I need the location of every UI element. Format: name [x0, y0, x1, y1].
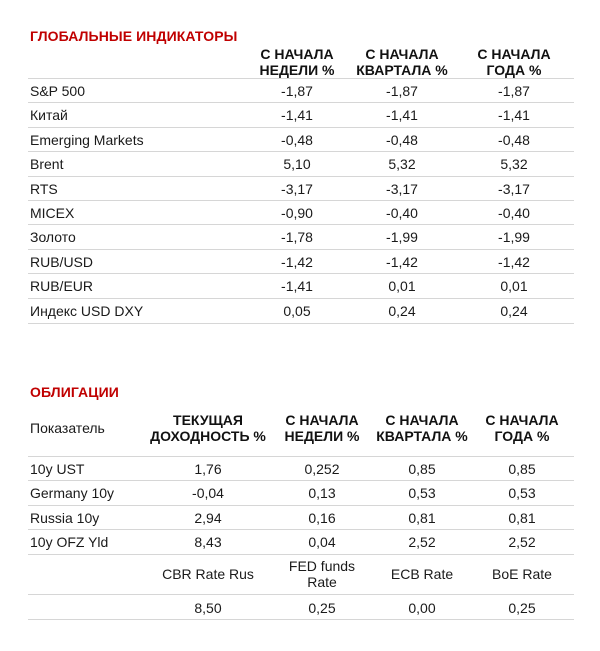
table-row [28, 273, 574, 298]
row-label: Germany 10y [30, 485, 115, 502]
row-value: -1,41 [281, 107, 313, 124]
column-header [347, 46, 457, 78]
rates-row [28, 594, 574, 620]
row-value: 0,01 [500, 278, 528, 295]
row-label: 10y UST [30, 461, 85, 477]
column-header-line: КВАРТАЛА % [376, 428, 468, 444]
row-value: -1,42 [498, 253, 530, 270]
column-header-line: С НАЧАЛА [365, 46, 439, 62]
column-header-line: С НАЧАЛА [285, 412, 359, 428]
row-value: -0,48 [386, 131, 418, 148]
row-label: RUB/EUR [30, 278, 94, 295]
rate-label-line: BoE Rate [492, 566, 552, 582]
row-label: Индекс USD DXY [30, 302, 144, 319]
row-label: Золото [30, 229, 76, 246]
table-row [28, 78, 574, 103]
row-label: Brent [30, 156, 64, 173]
column-header-line: ТЕКУЩАЯ [173, 412, 243, 428]
row-value: -1,41 [498, 107, 530, 124]
column-header [460, 412, 584, 444]
table-row [28, 200, 574, 225]
row-value: 0,01 [388, 278, 416, 295]
row-value: 0,16 [308, 509, 336, 526]
row-value: -0,48 [498, 131, 530, 148]
row-value: -1,87 [498, 83, 530, 99]
table-row [28, 456, 574, 481]
row-label: RTS [30, 180, 58, 197]
row-label: Russia 10y [30, 509, 100, 526]
bonds-first-column-header: Показатель [30, 420, 105, 436]
row-value: -1,78 [281, 229, 313, 246]
column-header [459, 46, 569, 78]
row-value: -0,48 [281, 131, 313, 148]
row-value: 0,13 [308, 485, 336, 502]
table-row [28, 151, 574, 176]
row-value: -1,41 [281, 278, 313, 295]
row-value: 5,32 [500, 156, 528, 173]
row-label: MICEX [30, 205, 75, 221]
row-value: -3,17 [281, 180, 313, 197]
row-label: RUB/USD [30, 253, 94, 270]
column-header-line: НЕДЕЛИ % [284, 428, 360, 444]
column-header-line: ДОХОДНОСТЬ % [150, 428, 266, 444]
row-value: -3,17 [386, 180, 418, 197]
rate-label-line: CBR Rate Rus [162, 566, 254, 582]
rate-label [460, 566, 584, 582]
rate-value: 0,25 [508, 600, 536, 616]
table-row [28, 480, 574, 505]
rate-label [146, 566, 270, 582]
column-header-line: ГОДА % [494, 428, 550, 444]
table-row [28, 127, 574, 152]
rate-value: 0,25 [308, 600, 336, 616]
row-value: 0,81 [408, 509, 436, 526]
table-row [28, 249, 574, 274]
column-header-line: КВАРТАЛА % [356, 62, 448, 78]
row-value: 0,04 [308, 534, 336, 551]
row-value: 0,24 [388, 302, 416, 319]
row-value: 0,24 [500, 302, 528, 319]
column-header-line: ГОДА % [486, 62, 542, 78]
row-value: 5,10 [283, 156, 311, 173]
table-row [28, 102, 574, 127]
row-value: -1,42 [386, 253, 418, 270]
row-value: 2,52 [408, 534, 436, 551]
column-header [146, 412, 270, 444]
row-value: 5,32 [388, 156, 416, 173]
row-label: Китай [30, 107, 68, 124]
row-value: -0,40 [498, 205, 530, 221]
row-value: -1,99 [386, 229, 418, 246]
row-value: 0,53 [508, 485, 536, 502]
column-header-line: С НАЧАЛА [477, 46, 551, 62]
row-label: 10y OFZ Yld [30, 534, 109, 551]
rate-label-line: ECB Rate [390, 566, 454, 582]
row-value: -0,90 [281, 205, 313, 221]
column-header [242, 46, 352, 78]
rate-label-line: Rate [307, 574, 337, 590]
row-value: 0,81 [508, 509, 536, 526]
column-header-line: С НАЧАЛА [485, 412, 559, 428]
table-row [28, 529, 574, 555]
row-value: -0,40 [386, 205, 418, 221]
bonds-title: ОБЛИГАЦИИ [30, 384, 119, 400]
row-value: -1,42 [281, 253, 313, 270]
row-value: -1,99 [498, 229, 530, 246]
column-header-line: НЕДЕЛИ % [259, 62, 335, 78]
row-value: 2,52 [508, 534, 536, 551]
row-value: 8,43 [194, 534, 222, 551]
rate-value: 0,00 [408, 600, 436, 616]
row-value: 1,76 [194, 461, 222, 477]
rate-label-line: FED funds [288, 558, 356, 574]
row-value: -0,04 [192, 485, 224, 502]
column-header-line: С НАЧАЛА [260, 46, 334, 62]
row-value: -1,87 [281, 83, 313, 99]
row-label: Emerging Markets [30, 131, 144, 148]
row-value: 0,252 [304, 461, 340, 477]
row-value: 2,94 [194, 509, 222, 526]
table-row [28, 176, 574, 201]
row-value: -1,87 [386, 83, 418, 99]
table-row [28, 224, 574, 249]
row-value: 0,85 [408, 461, 436, 477]
global-indicators-title: ГЛОБАЛЬНЫЕ ИНДИКАТОРЫ [30, 28, 238, 44]
row-value: 0,85 [508, 461, 536, 477]
table-row [28, 298, 574, 324]
table-row [28, 505, 574, 530]
rate-value: 8,50 [194, 600, 222, 616]
row-label: S&P 500 [30, 83, 86, 99]
row-value: 0,05 [283, 302, 311, 319]
row-value: 0,53 [408, 485, 436, 502]
row-value: -3,17 [498, 180, 530, 197]
row-value: -1,41 [386, 107, 418, 124]
column-header-line: С НАЧАЛА [385, 412, 459, 428]
